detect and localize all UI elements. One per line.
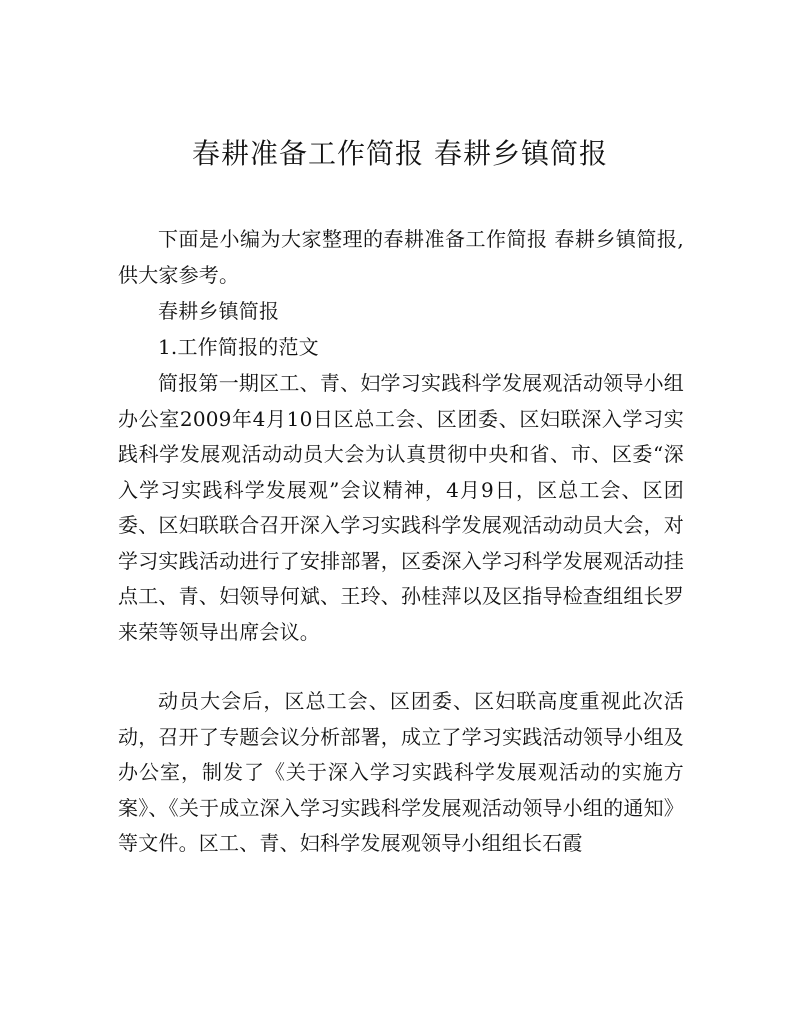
document-title: 春耕准备工作简报 春耕乡镇简报 (192, 137, 608, 170)
subsection-heading: 1.工作简报的范文 (158, 335, 319, 359)
body-paragraph: 动员大会后，区总工会、区团委、区妇联高度重视此次活动，召开了专题会议分析部署，成立了学习实践活动领导小组及办公室，制发了《关于深入学习实践科学发展观活动的实施方案》、《关于成立深入学习实践科学发展观活动领导小组的通知》等文件。区工、青、妇科学发展观领导小组组长石霞 (118, 689, 684, 855)
body-paragraph: 简报第一期区工、青、妇学习实践科学发展观活动领导小组办公室2009年4月10日区总工会、区团委、区妇联深入学习实践科学发展观活动动员大会为认真贯彻中央和省、市、区委“深入学习实践科学发展观”会议精神，4月9日，区总工会、区团委、区妇联联合召开深入学习实践科学发展观活动动员大会，对学习实践活动进行了安排部署，区委深入学习科学发展观活动挂点工、青、妇领导何斌、王玲、孙桂萍以及区指导检查组组长罗来荣等领导出席会议。 (118, 371, 684, 644)
intro-paragraph: 下面是小编为大家整理的春耕准备工作简报 春耕乡镇简报,供大家参考。 (118, 227, 684, 287)
section-heading: 春耕乡镇简报 (158, 299, 280, 323)
